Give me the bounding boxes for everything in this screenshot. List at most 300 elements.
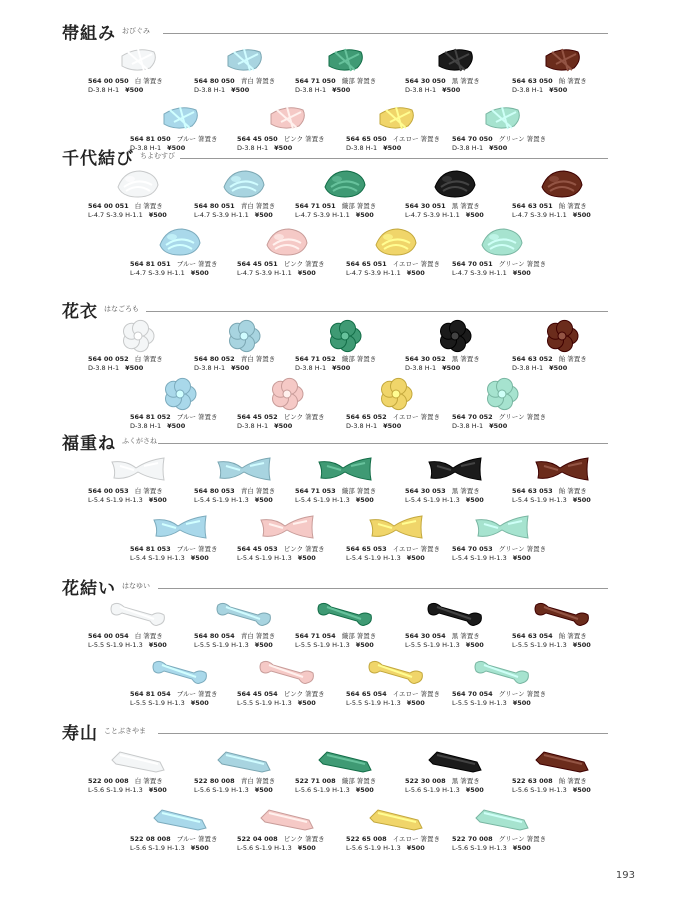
- product-price: ¥500: [406, 844, 425, 852]
- product-name: ブルー 箸置き: [176, 690, 218, 698]
- product-name: 黒 箸置き: [451, 632, 480, 640]
- product-item: [237, 653, 343, 713]
- product-code: 564 45 054: [237, 690, 278, 698]
- chopstick-rest-image: [214, 165, 274, 201]
- section-reading: はなごろも: [104, 305, 139, 313]
- chopstick-rest-image: [425, 450, 485, 486]
- product-item: [512, 318, 618, 378]
- product-item: [512, 740, 618, 800]
- product-price: ¥500: [190, 554, 209, 562]
- product-price: ¥500: [465, 211, 484, 219]
- product-code: 564 65 050: [346, 135, 387, 143]
- product-price: ¥500: [406, 269, 425, 277]
- product-dimensions: D-3.8 H-1: [237, 144, 269, 152]
- product-name: イエロー 箸置き: [392, 835, 441, 843]
- product-name: 青白 箸置き: [240, 632, 276, 640]
- product-code: 522 65 008: [346, 835, 387, 843]
- product-item: [194, 740, 300, 800]
- product-name: ピンク 箸置き: [283, 690, 325, 698]
- product-item: [452, 798, 558, 858]
- chopstick-rest-image: [257, 798, 317, 834]
- product-price: ¥500: [549, 364, 568, 372]
- product-price: ¥500: [442, 364, 461, 372]
- section-title: 千代結び: [62, 149, 134, 169]
- chopstick-rest-image: [257, 98, 317, 134]
- product-price: ¥500: [297, 269, 316, 277]
- product-price: ¥500: [512, 699, 531, 707]
- product-name: グリーン 箸置き: [498, 835, 547, 843]
- product-name: イエロー 箸置き: [392, 413, 441, 421]
- chopstick-rest-image: [532, 740, 592, 776]
- product-dimensions: L-5.4 S-1.9 H-1.3: [88, 496, 143, 504]
- product-price: ¥500: [572, 641, 591, 649]
- product-name: グリーン 箸置き: [498, 260, 547, 268]
- product-code: 564 81 050: [130, 135, 171, 143]
- section-title: 寿山: [62, 724, 98, 744]
- product-item: [452, 653, 558, 713]
- product-dimensions: D-3.8 H-1: [452, 422, 484, 430]
- product-code: 564 65 052: [346, 413, 387, 421]
- chopstick-rest-image: [425, 318, 485, 354]
- chopstick-rest-image: [257, 376, 317, 412]
- product-code: 522 71 008: [295, 777, 336, 785]
- product-dimensions: L-5.5 S-1.9 H-1.3: [237, 699, 292, 707]
- product-price: ¥500: [489, 422, 508, 430]
- chopstick-rest-image: [214, 740, 274, 776]
- product-name: 黒 箸置き: [451, 202, 480, 210]
- chopstick-rest-image: [472, 798, 532, 834]
- product-item: [88, 740, 194, 800]
- product-dimensions: L-5.5 S-1.9 H-1.3: [346, 699, 401, 707]
- product-section: [0, 722, 681, 862]
- chopstick-rest-image: [315, 165, 375, 201]
- product-name: グリーン 箸置き: [498, 135, 547, 143]
- product-item: [194, 595, 300, 655]
- product-code: 564 80 053: [194, 487, 235, 495]
- product-code: 564 63 053: [512, 487, 553, 495]
- product-name: 青白 箸置き: [240, 487, 276, 495]
- product-code: 522 63 008: [512, 777, 553, 785]
- section-title: 花結い: [62, 579, 116, 599]
- product-price: ¥500: [297, 699, 316, 707]
- section-reading: ちよむすび: [140, 152, 175, 160]
- product-name: 黒 箸置き: [451, 355, 480, 363]
- product-dimensions: L-5.6 S-1.9 H-1.3: [130, 844, 185, 852]
- product-name: イエロー 箸置き: [392, 690, 441, 698]
- product-item: [346, 508, 452, 568]
- product-code: 564 80 052: [194, 355, 235, 363]
- product-code: 522 80 008: [194, 777, 235, 785]
- product-price: ¥500: [489, 144, 508, 152]
- product-dimensions: L-5.6 S-1.9 H-1.3: [405, 786, 460, 794]
- product-price: ¥500: [512, 269, 531, 277]
- product-code: 564 65 053: [346, 545, 387, 553]
- product-dimensions: L-5.5 S-1.9 H-1.3: [405, 641, 460, 649]
- chopstick-rest-image: [315, 318, 375, 354]
- product-dimensions: D-3.8 H-1: [88, 86, 120, 94]
- product-name: 織部 箸置き: [341, 777, 377, 785]
- product-price: ¥500: [512, 554, 531, 562]
- product-name: 青白 箸置き: [240, 777, 276, 785]
- product-code: 564 80 054: [194, 632, 235, 640]
- product-item: [405, 450, 511, 510]
- product-code: 564 65 051: [346, 260, 387, 268]
- product-dimensions: L-5.6 S-1.9 H-1.3: [452, 844, 507, 852]
- product-item: [405, 595, 511, 655]
- chopstick-rest-image: [315, 40, 375, 76]
- product-price: ¥500: [190, 844, 209, 852]
- product-name: 飴 箸置き: [558, 632, 587, 640]
- product-code: 564 30 052: [405, 355, 446, 363]
- chopstick-rest-image: [532, 450, 592, 486]
- product-price: ¥500: [231, 364, 250, 372]
- chopstick-rest-image: [150, 798, 210, 834]
- chopstick-rest-image: [257, 223, 317, 259]
- chopstick-rest-image: [532, 595, 592, 631]
- product-price: ¥500: [167, 422, 186, 430]
- section-title: 花衣: [62, 302, 98, 322]
- section-divider: [158, 588, 608, 589]
- product-item: [512, 595, 618, 655]
- chopstick-rest-image: [108, 450, 168, 486]
- product-code: 564 70 054: [452, 690, 493, 698]
- product-item: [295, 318, 401, 378]
- chopstick-rest-image: [108, 595, 168, 631]
- product-code: 564 30 054: [405, 632, 446, 640]
- product-price: ¥500: [355, 496, 374, 504]
- product-item: [405, 165, 511, 225]
- product-name: ピンク 箸置き: [283, 260, 325, 268]
- product-code: 564 70 051: [452, 260, 493, 268]
- product-code: 564 45 050: [237, 135, 278, 143]
- chopstick-rest-image: [472, 98, 532, 134]
- product-dimensions: L-5.4 S-1.9 H-1.3: [194, 496, 249, 504]
- product-price: ¥500: [297, 554, 316, 562]
- product-dimensions: L-5.6 S-1.9 H-1.3: [295, 786, 350, 794]
- chopstick-rest-image: [108, 165, 168, 201]
- section-reading: はなゆい: [122, 582, 150, 590]
- product-name: 黒 箸置き: [451, 777, 480, 785]
- product-dimensions: L-4.7 S-3.9 H-1.1: [405, 211, 460, 219]
- chopstick-rest-image: [257, 653, 317, 689]
- product-dimensions: L-4.7 S-3.9 H-1.1: [346, 269, 401, 277]
- product-dimensions: D-3.8 H-1: [512, 86, 544, 94]
- product-code: 564 63 050: [512, 77, 553, 85]
- product-dimensions: L-5.5 S-1.9 H-1.3: [194, 641, 249, 649]
- chopstick-rest-image: [315, 450, 375, 486]
- chopstick-rest-image: [532, 318, 592, 354]
- product-code: 564 71 050: [295, 77, 336, 85]
- product-item: [295, 165, 401, 225]
- product-section: [0, 147, 681, 287]
- product-price: ¥500: [125, 364, 144, 372]
- product-price: ¥500: [332, 86, 351, 94]
- product-dimensions: L-4.7 S-3.9 H-1.1: [237, 269, 292, 277]
- product-name: イエロー 箸置き: [392, 135, 441, 143]
- chopstick-rest-image: [425, 595, 485, 631]
- chopstick-rest-image: [532, 40, 592, 76]
- product-price: ¥500: [572, 496, 591, 504]
- chopstick-rest-image: [472, 223, 532, 259]
- product-price: ¥500: [231, 86, 250, 94]
- product-price: ¥500: [254, 496, 273, 504]
- product-price: ¥500: [190, 269, 209, 277]
- product-item: [295, 450, 401, 510]
- product-item: [194, 165, 300, 225]
- product-code: 522 70 008: [452, 835, 493, 843]
- product-code: 564 70 050: [452, 135, 493, 143]
- product-item: [346, 376, 452, 436]
- product-dimensions: D-3.8 H-1: [452, 144, 484, 152]
- product-item: [130, 508, 236, 568]
- product-item: [512, 165, 618, 225]
- product-item: [512, 40, 618, 100]
- product-dimensions: L-5.6 S-1.9 H-1.3: [237, 844, 292, 852]
- product-dimensions: L-5.4 S-1.9 H-1.3: [346, 554, 401, 562]
- product-dimensions: D-3.8 H-1: [512, 364, 544, 372]
- product-name: 飴 箸置き: [558, 487, 587, 495]
- chopstick-rest-image: [366, 223, 426, 259]
- product-dimensions: D-3.8 H-1: [130, 422, 162, 430]
- section-reading: ことぶきやま: [104, 727, 146, 735]
- product-name: 白 箸置き: [134, 632, 163, 640]
- product-code: 564 70 052: [452, 413, 493, 421]
- product-code: 564 65 054: [346, 690, 387, 698]
- product-item: [130, 798, 236, 858]
- product-dimensions: L-5.6 S-1.9 H-1.3: [346, 844, 401, 852]
- product-name: グリーン 箸置き: [498, 690, 547, 698]
- product-price: ¥500: [254, 211, 273, 219]
- product-price: ¥500: [355, 211, 374, 219]
- product-price: ¥500: [549, 86, 568, 94]
- product-dimensions: L-4.7 S-3.9 H-1.1: [88, 211, 143, 219]
- product-item: [130, 653, 236, 713]
- product-item: [88, 450, 194, 510]
- chopstick-rest-image: [214, 595, 274, 631]
- chopstick-rest-image: [366, 798, 426, 834]
- product-dimensions: L-5.4 S-1.9 H-1.3: [452, 554, 507, 562]
- product-name: 青白 箸置き: [240, 202, 276, 210]
- chopstick-rest-image: [472, 508, 532, 544]
- product-item: [88, 40, 194, 100]
- product-code: 564 70 053: [452, 545, 493, 553]
- product-dimensions: L-4.7 S-3.9 H-1.1: [194, 211, 249, 219]
- product-item: [130, 223, 236, 283]
- product-name: ブルー 箸置き: [176, 835, 218, 843]
- product-name: ピンク 箸置き: [283, 413, 325, 421]
- chopstick-rest-image: [150, 508, 210, 544]
- product-dimensions: D-3.8 H-1: [346, 422, 378, 430]
- product-item: [88, 165, 194, 225]
- product-price: ¥500: [406, 699, 425, 707]
- product-item: [346, 798, 452, 858]
- chopstick-rest-image: [532, 165, 592, 201]
- product-item: [237, 508, 343, 568]
- chopstick-rest-image: [108, 318, 168, 354]
- product-item: [130, 376, 236, 436]
- product-name: 白 箸置き: [134, 487, 163, 495]
- chopstick-rest-image: [315, 740, 375, 776]
- chopstick-rest-image: [150, 653, 210, 689]
- product-code: 564 80 050: [194, 77, 235, 85]
- product-item: [295, 740, 401, 800]
- product-code: 564 71 051: [295, 202, 336, 210]
- product-price: ¥500: [383, 144, 402, 152]
- product-item: [194, 318, 300, 378]
- product-price: ¥500: [148, 211, 167, 219]
- product-code: 564 30 050: [405, 77, 446, 85]
- product-code: 564 30 053: [405, 487, 446, 495]
- product-price: ¥500: [383, 422, 402, 430]
- product-price: ¥500: [148, 786, 167, 794]
- product-code: 564 00 051: [88, 202, 129, 210]
- product-code: 564 80 051: [194, 202, 235, 210]
- product-item: [295, 40, 401, 100]
- product-price: ¥500: [406, 554, 425, 562]
- product-dimensions: L-5.4 S-1.9 H-1.3: [295, 496, 350, 504]
- product-name: ブルー 箸置き: [176, 135, 218, 143]
- product-code: 564 45 052: [237, 413, 278, 421]
- product-price: ¥500: [512, 844, 531, 852]
- product-name: 織部 箸置き: [341, 355, 377, 363]
- product-name: 飴 箸置き: [558, 777, 587, 785]
- product-name: ピンク 箸置き: [283, 835, 325, 843]
- product-name: 黒 箸置き: [451, 77, 480, 85]
- product-price: ¥500: [572, 211, 591, 219]
- chopstick-rest-image: [315, 595, 375, 631]
- chopstick-rest-image: [214, 40, 274, 76]
- product-code: 564 00 053: [88, 487, 129, 495]
- product-name: 青白 箸置き: [240, 77, 276, 85]
- product-price: ¥500: [274, 422, 293, 430]
- product-name: イエロー 箸置き: [392, 545, 441, 553]
- product-price: ¥500: [465, 496, 484, 504]
- product-code: 564 81 054: [130, 690, 171, 698]
- section-divider: [146, 311, 608, 312]
- product-dimensions: D-3.8 H-1: [405, 86, 437, 94]
- product-item: [88, 595, 194, 655]
- product-code: 564 63 054: [512, 632, 553, 640]
- product-name: 織部 箸置き: [341, 487, 377, 495]
- product-name: 飴 箸置き: [558, 202, 587, 210]
- product-dimensions: D-3.8 H-1: [88, 364, 120, 372]
- product-code: 564 71 053: [295, 487, 336, 495]
- product-section: [0, 300, 681, 440]
- product-item: [405, 318, 511, 378]
- product-item: [452, 223, 558, 283]
- product-item: [88, 318, 194, 378]
- product-item: [194, 40, 300, 100]
- product-code: 564 45 051: [237, 260, 278, 268]
- product-name: グリーン 箸置き: [498, 413, 547, 421]
- product-dimensions: D-3.8 H-1: [346, 144, 378, 152]
- product-code: 564 81 053: [130, 545, 171, 553]
- chopstick-rest-image: [425, 740, 485, 776]
- product-code: 564 71 052: [295, 355, 336, 363]
- product-name: 織部 箸置き: [341, 77, 377, 85]
- chopstick-rest-image: [366, 98, 426, 134]
- product-dimensions: D-3.8 H-1: [295, 86, 327, 94]
- product-dimensions: L-4.7 S-3.9 H-1.1: [295, 211, 350, 219]
- product-name: グリーン 箸置き: [498, 545, 547, 553]
- product-code: 564 81 052: [130, 413, 171, 421]
- product-code: 564 45 053: [237, 545, 278, 553]
- product-name: 織部 箸置き: [341, 202, 377, 210]
- product-price: ¥500: [297, 844, 316, 852]
- section-title: 帯組み: [62, 24, 116, 44]
- product-price: ¥500: [442, 86, 461, 94]
- product-dimensions: D-3.8 H-1: [194, 364, 226, 372]
- product-dimensions: L-5.5 S-1.9 H-1.3: [512, 641, 567, 649]
- product-name: 黒 箸置き: [451, 487, 480, 495]
- product-dimensions: L-5.5 S-1.9 H-1.3: [88, 641, 143, 649]
- product-name: 青白 箸置き: [240, 355, 276, 363]
- section-divider: [180, 158, 608, 159]
- product-name: ピンク 箸置き: [283, 545, 325, 553]
- product-name: ブルー 箸置き: [176, 545, 218, 553]
- product-name: ブルー 箸置き: [176, 413, 218, 421]
- product-name: ブルー 箸置き: [176, 260, 218, 268]
- product-item: [346, 223, 452, 283]
- product-dimensions: L-5.4 S-1.9 H-1.3: [512, 496, 567, 504]
- product-name: 白 箸置き: [134, 77, 163, 85]
- product-item: [237, 376, 343, 436]
- product-code: 564 00 054: [88, 632, 129, 640]
- product-code: 564 00 052: [88, 355, 129, 363]
- chopstick-rest-image: [150, 98, 210, 134]
- product-name: 白 箸置き: [134, 202, 163, 210]
- product-code: 522 08 008: [130, 835, 171, 843]
- section-reading: ふくがさね: [122, 437, 157, 445]
- product-code: 522 04 008: [237, 835, 278, 843]
- product-price: ¥500: [125, 86, 144, 94]
- product-price: ¥500: [190, 699, 209, 707]
- product-price: ¥500: [355, 641, 374, 649]
- product-item: [405, 740, 511, 800]
- product-code: 564 00 050: [88, 77, 129, 85]
- product-item: [237, 798, 343, 858]
- product-dimensions: L-5.6 S-1.9 H-1.3: [88, 786, 143, 794]
- product-price: ¥500: [167, 144, 186, 152]
- product-price: ¥500: [254, 641, 273, 649]
- product-price: ¥500: [274, 144, 293, 152]
- product-section: [0, 577, 681, 717]
- product-dimensions: D-3.8 H-1: [405, 364, 437, 372]
- product-name: 飴 箸置き: [558, 77, 587, 85]
- product-dimensions: D-3.8 H-1: [237, 422, 269, 430]
- product-code: 564 63 052: [512, 355, 553, 363]
- chopstick-rest-image: [150, 376, 210, 412]
- product-name: 織部 箸置き: [341, 632, 377, 640]
- product-dimensions: D-3.8 H-1: [194, 86, 226, 94]
- product-item: [346, 653, 452, 713]
- chopstick-rest-image: [366, 508, 426, 544]
- product-price: ¥500: [355, 786, 374, 794]
- chopstick-rest-image: [472, 376, 532, 412]
- product-code: 522 30 008: [405, 777, 446, 785]
- chopstick-rest-image: [108, 740, 168, 776]
- product-dimensions: D-3.8 H-1: [130, 144, 162, 152]
- product-name: 飴 箸置き: [558, 355, 587, 363]
- product-dimensions: L-5.6 S-1.9 H-1.3: [194, 786, 249, 794]
- product-price: ¥500: [148, 496, 167, 504]
- product-dimensions: L-4.7 S-3.9 H-1.1: [452, 269, 507, 277]
- chopstick-rest-image: [472, 653, 532, 689]
- product-item: [405, 40, 511, 100]
- chopstick-rest-image: [425, 40, 485, 76]
- page-number: 193: [615, 870, 635, 881]
- product-dimensions: D-3.8 H-1: [295, 364, 327, 372]
